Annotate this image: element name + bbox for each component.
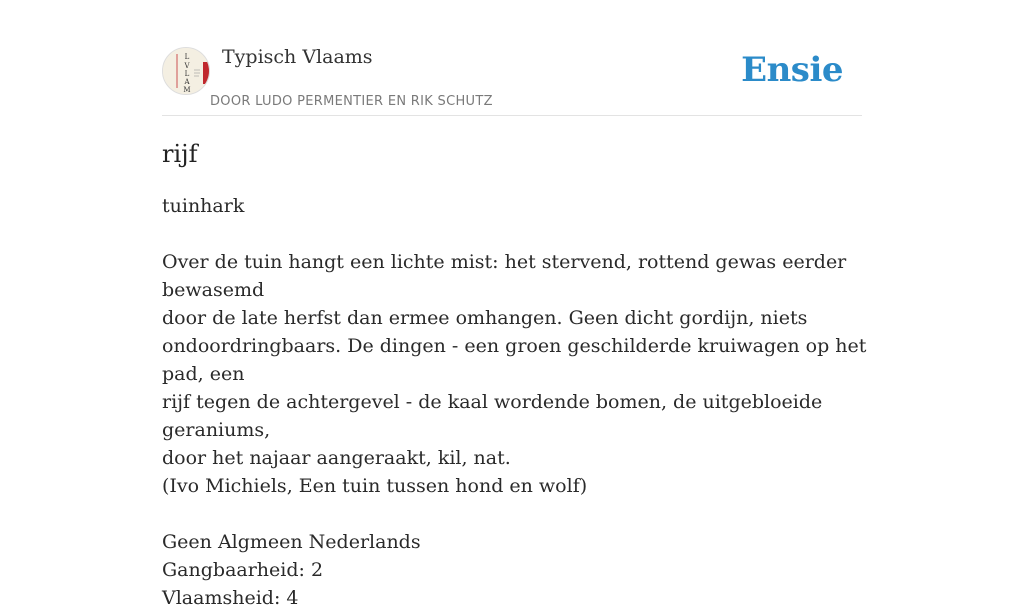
entry-word: rijf (162, 140, 198, 168)
meta-line: Vlaamsheid: 4 (162, 587, 299, 609)
avatar[interactable] (162, 47, 210, 95)
quote-line: door het najaar aangeraakt, kil, nat. (162, 447, 511, 469)
svg-text:L: L (184, 53, 190, 61)
quote-line: ondoordringbaars. De dingen - een groen geschilderde kruiwagen op het pad, een (162, 335, 867, 385)
byline: DOOR LUDO PERMENTIER EN RIK SCHUTZ (210, 94, 493, 109)
quote-line: door de late herfst dan ermee omhangen. Geen dicht gordijn, niets (162, 307, 808, 329)
definition: tuinhark (162, 195, 245, 217)
entry-body (162, 192, 867, 612)
svg-text:M: M (183, 86, 191, 94)
book-title[interactable]: Typisch Vlaams (222, 46, 373, 68)
quote-line: rijf tegen de achtergevel - de kaal wordende bomen, de uitgebloeide geraniums, (162, 391, 823, 441)
svg-text:A: A (184, 78, 190, 86)
quote-source: (Ivo Michiels, Een tuin tussen hond en wolf) (162, 475, 588, 497)
brand-logo[interactable]: Ensie (741, 50, 843, 90)
svg-text:L: L (184, 70, 190, 78)
book-cover-icon (163, 48, 210, 95)
quote-line: Over de tuin hangt een lichte mist: het stervend, rottend gewas eerder bewasemd (162, 251, 847, 301)
meta-line: Geen Algmeen Nederlands (162, 531, 421, 553)
meta-line: Gangbaarheid: 2 (162, 559, 324, 581)
svg-text:V: V (184, 62, 190, 70)
page-container (162, 0, 867, 609)
header (162, 0, 862, 116)
